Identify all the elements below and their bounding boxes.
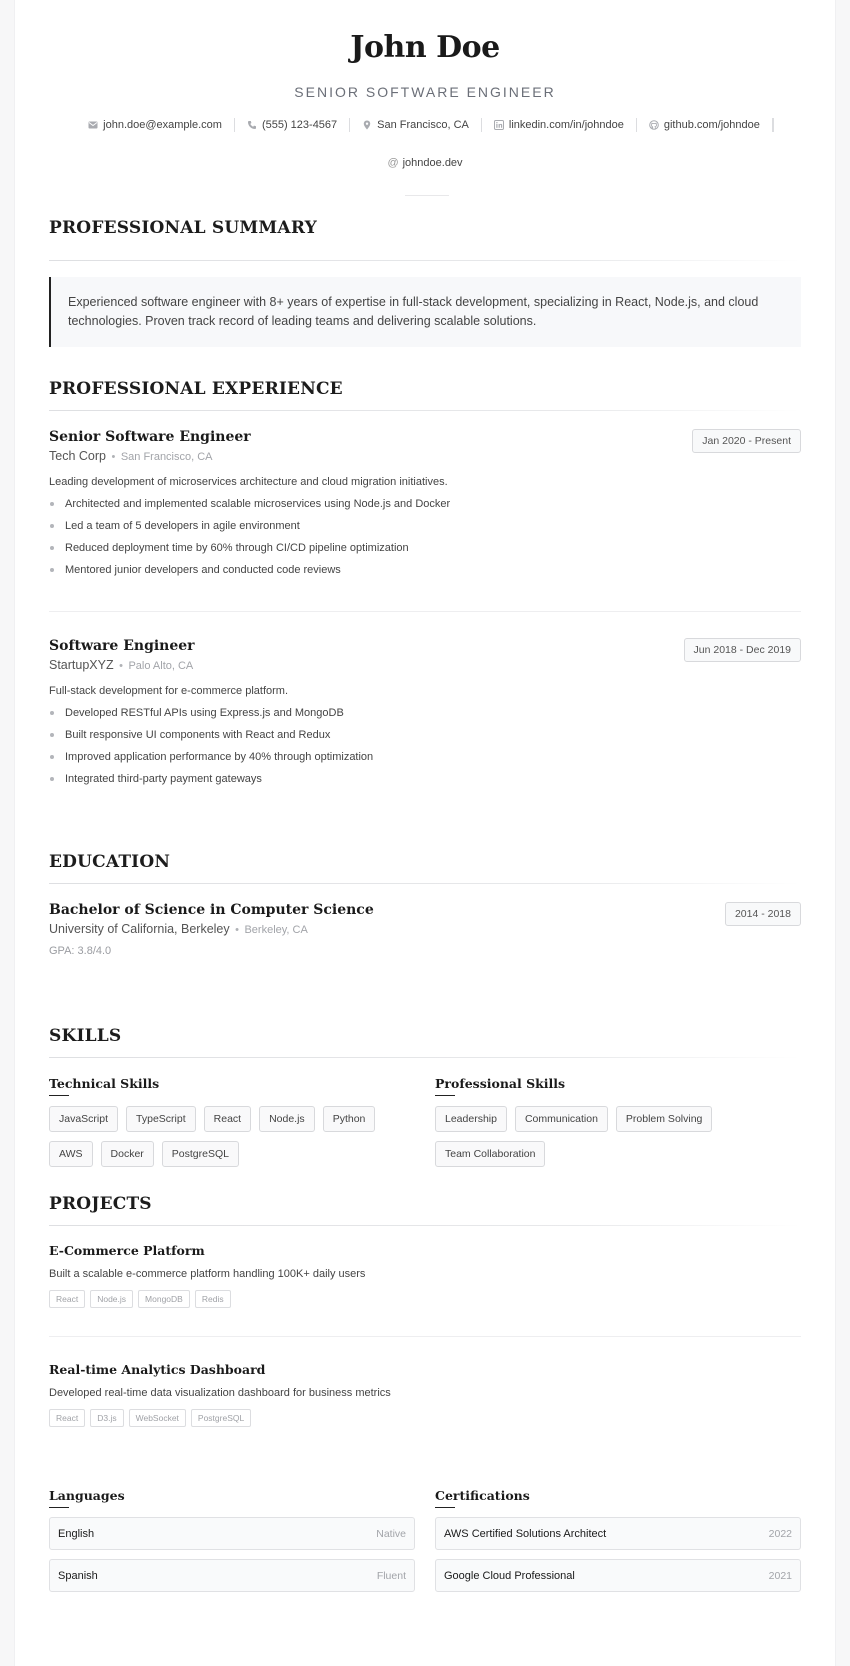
at-icon: @: [387, 157, 399, 169]
technical-skills-title: Technical Skills: [49, 1076, 160, 1091]
language-name: Spanish: [58, 1569, 98, 1582]
education-entry: [49, 902, 801, 957]
certification-name: AWS Certified Solutions Architect: [444, 1527, 607, 1540]
summary-heading-rule: [49, 260, 801, 261]
job-company: StartupXYZ: [49, 658, 114, 672]
languages-title: Languages: [49, 1488, 125, 1503]
contact-github[interactable]: [637, 118, 773, 132]
separator-dot: •: [119, 660, 123, 672]
skill-tag: Communication: [515, 1106, 608, 1132]
subtitle-underline: [435, 1095, 455, 1096]
language-name: English: [58, 1527, 95, 1540]
job-entry: [49, 638, 801, 794]
skill-tag: Docker: [101, 1141, 154, 1167]
skills-heading: SKILLS: [49, 1026, 122, 1046]
certification-year: 2022: [768, 1527, 792, 1540]
project-description: Developed real-time data visualization dashboard for business metrics: [49, 1387, 391, 1399]
language-level: Native: [376, 1527, 406, 1540]
contact-website[interactable]: [15, 157, 835, 169]
language-item: [49, 1517, 415, 1550]
tech-tag: D3.js: [90, 1409, 123, 1427]
job-description: Full-stack development for e-commerce platform.: [49, 685, 289, 697]
job-company: Tech Corp: [49, 449, 106, 463]
job-separator: [49, 611, 801, 612]
separator-dot: •: [235, 924, 239, 936]
language-item: [49, 1559, 415, 1592]
header-divider: [405, 195, 449, 196]
technical-skill-tags: [49, 1106, 415, 1176]
location-icon: [362, 120, 372, 130]
separator-dot: •: [111, 451, 116, 463]
phone-icon: [247, 120, 257, 130]
languages-section: [49, 1488, 415, 1601]
certification-name: Google Cloud Professional: [444, 1569, 575, 1582]
tech-tag: MongoDB: [138, 1290, 190, 1308]
project-title: E-Commerce Platform: [49, 1243, 205, 1258]
certification-item: [435, 1517, 801, 1550]
job-location: Palo Alto, CA: [128, 660, 194, 672]
experience-heading: PROFESSIONAL EXPERIENCE: [49, 379, 343, 399]
github-icon: [649, 120, 659, 130]
experience-heading-rule: [49, 410, 801, 411]
job-date-badge: Jan 2020 - Present: [692, 429, 801, 453]
skill-tag: React: [204, 1106, 251, 1132]
contact-phone-text: (555) 123-4567: [261, 119, 338, 131]
education-date-badge: 2014 - 2018: [725, 902, 801, 926]
job-bullets: [49, 706, 801, 794]
job-bullet: Led a team of 5 developers in agile environment: [49, 519, 801, 541]
gpa: GPA: 3.8/4.0: [49, 945, 112, 957]
education-heading: EDUCATION: [49, 852, 171, 872]
job-location: San Francisco, CA: [120, 451, 213, 463]
projects-heading: PROJECTS: [49, 1194, 152, 1214]
candidate-title: SENIOR SOFTWARE ENGINEER: [294, 84, 556, 100]
degree-title: Bachelor of Science in Computer Science: [49, 902, 374, 918]
summary-heading: PROFESSIONAL SUMMARY: [49, 218, 317, 238]
job-description: Leading development of microservices architecture and cloud migration initiatives.: [49, 476, 448, 488]
contact-location-text: San Francisco, CA: [377, 119, 469, 131]
subtitle-underline: [49, 1095, 69, 1096]
professional-skills: [435, 1076, 801, 1176]
tech-tag: React: [49, 1409, 85, 1427]
project-tech-tags: [49, 1290, 801, 1308]
contact-linkedin-text: linkedin.com/in/johndoe: [508, 119, 624, 131]
project-separator: [49, 1336, 801, 1337]
summary-box: Experienced software engineer with 8+ years of expertise in full-stack development, specializing in React, Node.js, and cloud technologies. Proven track record of leading teams and delivering scalable solutions.: [49, 277, 801, 347]
job-bullet: Architected and implemented scalable microservices using Node.js and Docker: [49, 497, 801, 519]
contact-website-text: johndoe.dev: [402, 157, 463, 169]
skill-tag: AWS: [49, 1141, 93, 1167]
education-heading-rule: [49, 883, 801, 884]
tech-tag: PostgreSQL: [191, 1409, 251, 1427]
contact-email[interactable]: [76, 118, 235, 132]
contact-location: [350, 118, 482, 132]
school-name: University of California, Berkeley: [49, 922, 230, 936]
skill-tag: Python: [323, 1106, 376, 1132]
project-entry: [49, 1243, 801, 1308]
certifications-list: [435, 1517, 801, 1592]
job-bullet: Improved application performance by 40% through optimization: [49, 750, 801, 772]
skill-tag: Problem Solving: [616, 1106, 712, 1132]
job-bullets: [49, 497, 801, 585]
skill-tag: JavaScript: [49, 1106, 118, 1132]
subtitle-underline: [49, 1507, 69, 1508]
professional-skills-title: Professional Skills: [435, 1076, 566, 1091]
tech-tag: Node.js: [90, 1290, 133, 1308]
job-entry: [49, 429, 801, 585]
candidate-name: John Doe: [350, 30, 500, 65]
project-tech-tags: [49, 1409, 801, 1427]
job-bullet: Reduced deployment time by 60% through CI/CD pipeline optimization: [49, 541, 801, 563]
languages-list: [49, 1517, 415, 1592]
contact-bar: [15, 118, 835, 132]
linkedin-icon: [494, 120, 504, 130]
contact-email-text: john.doe@example.com: [103, 119, 222, 131]
projects-heading-rule: [49, 1225, 801, 1226]
contact-divider-end: [773, 118, 774, 132]
school-location: Berkeley, CA: [244, 924, 308, 936]
skill-tag: TypeScript: [126, 1106, 196, 1132]
tech-tag: Redis: [195, 1290, 231, 1308]
email-icon: [88, 120, 98, 130]
technical-skills: [49, 1076, 415, 1176]
professional-skill-tags: [435, 1106, 801, 1176]
contact-github-text: github.com/johndoe: [663, 119, 760, 131]
certification-item: [435, 1559, 801, 1592]
skill-tag: Node.js: [259, 1106, 315, 1132]
subtitle-underline: [435, 1507, 455, 1508]
job-bullet: Built responsive UI components with React and Redux: [49, 728, 801, 750]
tech-tag: WebSocket: [129, 1409, 186, 1427]
certification-year: 2021: [768, 1569, 792, 1582]
skill-tag: Team Collaboration: [435, 1141, 545, 1167]
tech-tag: React: [49, 1290, 85, 1308]
certifications-title: Certifications: [435, 1488, 530, 1503]
resume-page: [15, 0, 835, 1666]
contact-linkedin[interactable]: [482, 118, 637, 132]
project-description: Built a scalable e-commerce platform handling 100K+ daily users: [49, 1268, 366, 1280]
job-bullet: Developed RESTful APIs using Express.js and MongoDB: [49, 706, 801, 728]
job-bullet: Mentored junior developers and conducted code reviews: [49, 563, 801, 585]
job-title: Senior Software Engineer: [49, 429, 251, 445]
job-date-badge: Jun 2018 - Dec 2019: [684, 638, 801, 662]
skill-tag: Leadership: [435, 1106, 507, 1132]
skill-tag: PostgreSQL: [162, 1141, 239, 1167]
job-bullet: Integrated third-party payment gateways: [49, 772, 801, 794]
contact-phone[interactable]: [235, 118, 350, 132]
school-line: [49, 922, 801, 936]
project-entry: [49, 1362, 801, 1427]
language-level: Fluent: [376, 1569, 406, 1582]
job-title: Software Engineer: [49, 638, 195, 654]
skills-heading-rule: [49, 1057, 801, 1058]
project-title: Real-time Analytics Dashboard: [49, 1362, 266, 1377]
certifications-section: [435, 1488, 801, 1601]
job-company-line: [49, 449, 801, 463]
